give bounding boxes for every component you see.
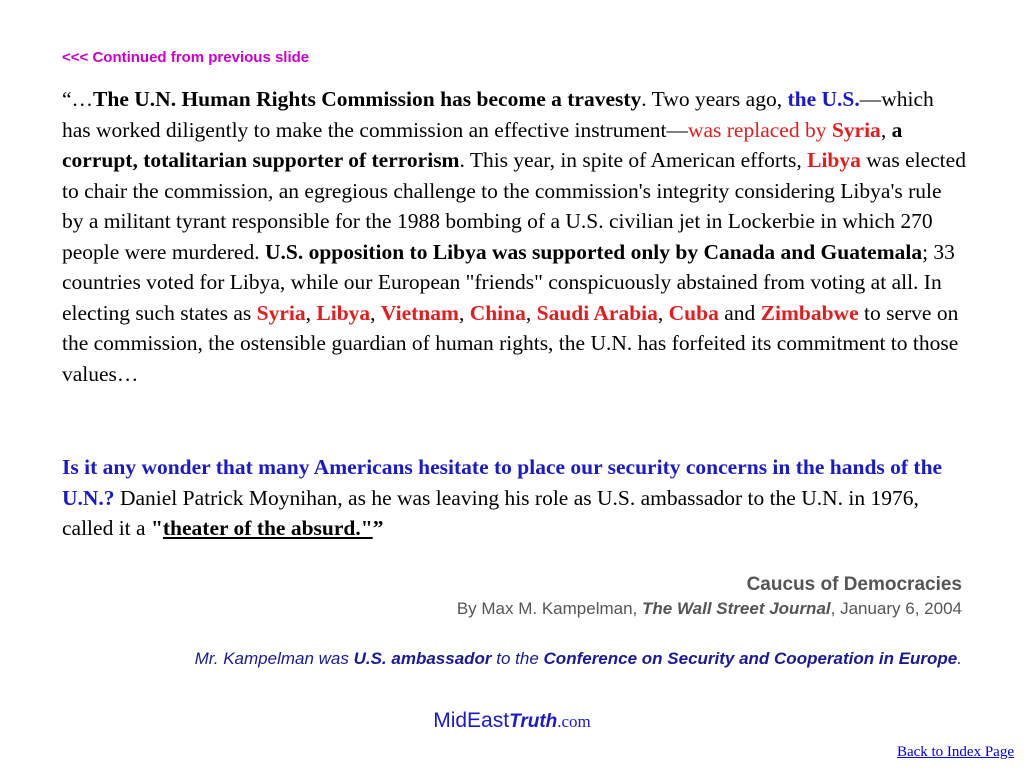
country-saudi-arabia: Saudi Arabia: [536, 300, 658, 325]
quote-paragraph-2: [62, 452, 967, 544]
bio-text: Mr. Kampelman was: [194, 649, 354, 668]
us-emphasis: the U.S.: [787, 87, 860, 111]
quote-text: ,: [525, 300, 537, 325]
attribution: [457, 572, 962, 621]
quote-text: . This year, in spite of American efforts,: [459, 148, 808, 172]
country-vietnam: Vietnam: [380, 300, 459, 325]
quote-text: ,: [305, 300, 317, 325]
publication-date: , January 6, 2004: [830, 599, 962, 618]
quote-text: ,: [458, 300, 470, 325]
quote-text: ; 33 countries voted for Libya, while our European "friends" conspicuously abstained from voting at all. In electing such states as: [62, 239, 955, 325]
mideasttruth-logo: [0, 709, 1024, 733]
quote-text: to serve on the commission, the ostensible guardian of human rights, the U.N. has forfeited its commitment to those values…: [62, 300, 959, 386]
country-libya: Libya: [807, 148, 861, 172]
quote-paragraph-1: [62, 84, 967, 389]
country-libya: Libya: [316, 300, 371, 325]
terrorism-statement: a corrupt, totalitarian supporter of terrorism: [62, 117, 903, 172]
country-china: China: [469, 300, 526, 325]
quote-text: ,: [370, 300, 381, 325]
bio-conference: Conference on Security and Cooperation in Europe: [543, 649, 958, 668]
quote-text: and: [718, 300, 761, 325]
quote-close: ”: [372, 516, 384, 540]
journal-name: The Wall Street Journal: [642, 599, 831, 618]
quote-open: “…: [62, 87, 94, 111]
author-bio: [195, 647, 962, 671]
logo-truth: Truth: [509, 711, 558, 732]
quote-text: . Two years ago,: [641, 87, 788, 111]
rhetorical-question: Is it any wonder that many Americans hesitate to place our security concerns in the hands of the U.N.?: [62, 455, 943, 510]
quote-mark: ": [150, 516, 163, 540]
country-syria: Syria: [256, 300, 306, 325]
logo-mideast: MidEast: [433, 709, 510, 732]
quote-text: was elected to chair the commission, an egregious challenge to the commission's integrity considering Libya's rule by a militant tyrant responsible for the 1988 bombing of a U.S. civilian jet in Lockerbie in which 270 people were murdered.: [62, 148, 966, 264]
travesty-statement: The U.N. Human Rights Commission has become a travesty: [93, 87, 642, 111]
country-syria: Syria: [831, 117, 881, 142]
bio-text: to the: [491, 649, 544, 668]
continued-label: <<< Continued from previous slide: [62, 49, 310, 66]
back-to-index-link[interactable]: Back to Index Page: [896, 744, 1014, 760]
logo-com: .com: [557, 712, 591, 731]
quote-text: ,: [657, 300, 669, 325]
quote-text: Daniel Patrick Moynihan, as he was leaving his role as U.S. ambassador to the U.N. in 1976, called it a: [62, 485, 919, 540]
country-zimbabwe: Zimbabwe: [760, 300, 859, 325]
opposition-statement: U.S. opposition to Libya was supported only by Canada and Guatemala: [264, 239, 923, 264]
byline: [457, 597, 962, 621]
quote-text: —which has worked diligently to make the commission an effective instrument—: [62, 87, 934, 142]
replaced-by-phrase: was replaced by: [687, 117, 832, 142]
quote-text: ,: [880, 117, 892, 142]
country-cuba: Cuba: [668, 300, 719, 325]
theater-of-absurd-phrase: theater of the absurd.": [162, 516, 373, 540]
bio-text: .: [957, 649, 962, 668]
bio-role: U.S. ambassador: [353, 649, 492, 668]
author: By Max M. Kampelman,: [456, 599, 642, 618]
article-title: Caucus of Democracies: [746, 574, 962, 595]
